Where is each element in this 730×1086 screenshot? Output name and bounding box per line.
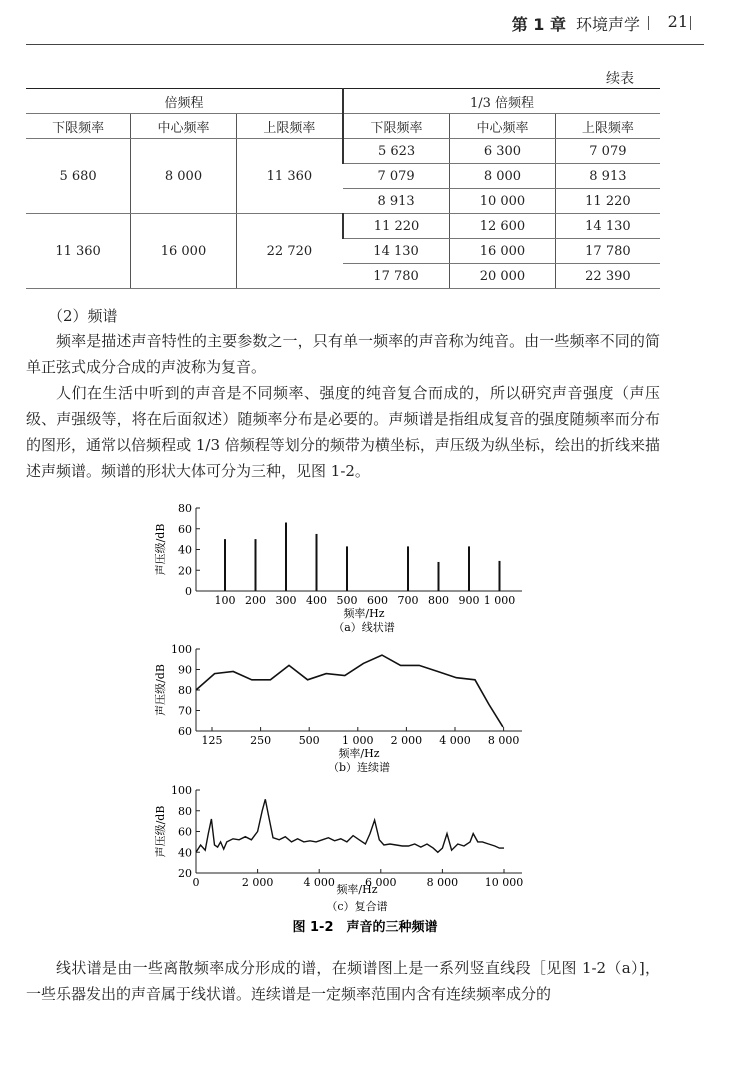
table-continued-label: 续表: [606, 71, 634, 87]
x-axis-label: 频率/Hz: [336, 883, 378, 896]
y-tick-label: 40: [178, 543, 192, 557]
table-cell: 11 220: [555, 189, 660, 214]
x-tick-label: 400: [306, 594, 327, 607]
column-header: 上限频率: [236, 114, 343, 139]
paragraph: 线状谱是由一些离散频率成分形成的谱，在频谱图上是一系列竖直线段［见图 1-2（a）]，一些乐器发出的声音属于线状谱。连续谱是一定频率范围内含有连续频率成分的: [26, 959, 660, 1003]
table-cell: 11 220: [343, 214, 450, 239]
table-cell: 22 390: [555, 264, 660, 289]
spectrum-curve: [196, 655, 503, 727]
x-tick-label: 125: [201, 734, 223, 747]
chart-subcaption: （b）连续谱: [327, 761, 391, 774]
y-tick-label: 80: [178, 684, 192, 697]
y-tick-label: 90: [178, 663, 192, 677]
y-tick-label: 80: [178, 502, 192, 515]
table-cell: 8 913: [343, 189, 450, 214]
group-header-octave: 倍频程: [26, 89, 343, 114]
x-tick-label: 800: [428, 594, 449, 607]
x-tick-label: 250: [250, 734, 272, 747]
page-number: 21: [667, 12, 688, 31]
table-cell: 6 300: [450, 139, 556, 164]
chapter-title: 环境声学: [575, 15, 640, 34]
y-tick-label: 80: [178, 804, 192, 818]
paragraph: 人们在生活中听到的声音是不同频率、强度的纯音复合而成的，所以研究声音强度（声压级、声强级等，将在后面叙述）随频率分布是必要的。声频谱是指组成复音的强度随频率而分布的图形，通常以倍频程或 1/3 倍频程等划分的频带为横坐标，声压级为纵坐标，绘出的折线来描述声频谱。频谱的形状大体可分为三种，见图 1-2。: [26, 384, 660, 480]
x-tick-label: 1 000: [342, 734, 374, 747]
column-header: 下限频率: [26, 114, 131, 139]
x-tick-label: 200: [245, 594, 266, 607]
table-cell: 8 000: [450, 164, 556, 189]
y-tick-label: 60: [178, 725, 192, 738]
y-axis-label: 声压级/dB: [154, 523, 167, 576]
x-axis-label: 频率/Hz: [343, 607, 385, 620]
x-tick-label: 1 000: [483, 594, 516, 607]
table-cell: 7 079: [343, 164, 450, 189]
table-cell: 11 360: [236, 139, 343, 214]
column-header: 上限频率: [555, 114, 660, 139]
group-header-third-octave: 1/3 倍频程: [343, 89, 660, 114]
figure-caption: 图 1-2 声音的三种频谱: [292, 920, 438, 935]
x-tick-label: 4 000: [303, 876, 335, 889]
y-tick-label: 100: [171, 784, 192, 797]
y-tick-label: 20: [178, 564, 192, 578]
chart-subcaption: （c）复合谱: [326, 900, 388, 913]
table-cell: 5 680: [26, 139, 131, 214]
x-tick-label: 500: [336, 594, 358, 607]
table-cell: 12 600: [450, 214, 556, 239]
chart-composite-spectrum: [153, 784, 523, 913]
y-tick-label: 60: [178, 522, 192, 536]
x-tick-label: 10 000: [484, 876, 524, 889]
y-tick-label: 70: [178, 704, 192, 718]
chart-continuous-spectrum: [153, 643, 522, 774]
x-tick-label: 8 000: [487, 734, 520, 747]
chapter-number: 第 1 章: [511, 15, 566, 34]
y-tick-label: 20: [178, 867, 192, 880]
x-tick-label: 500: [298, 734, 320, 747]
table-cell: 17 780: [343, 264, 450, 289]
column-header: 中心频率: [131, 114, 237, 139]
column-header: 中心频率: [450, 114, 556, 139]
x-tick-label: 700: [397, 594, 419, 607]
x-tick-label: 300: [275, 594, 297, 607]
table-cell: 22 720: [236, 214, 343, 289]
x-tick-label: 2 000: [390, 734, 423, 747]
table-cell: 8 913: [555, 164, 660, 189]
column-header: 下限频率: [343, 114, 450, 139]
table-cell: 16 000: [131, 214, 237, 289]
paragraph: 频率是描述声音特性的主要参数之一，只有单一频率的声音称为纯音。由一些频率不同的简单正弦式成分合成的声波称为复音。: [26, 332, 660, 376]
y-tick-label: 40: [178, 846, 192, 860]
final-paragraph-block: [26, 955, 660, 1007]
table-cell: 11 360: [26, 214, 131, 289]
table-cell: 16 000: [450, 239, 556, 264]
table-cell: 8 000: [131, 139, 237, 214]
y-tick-label: 0: [185, 585, 192, 598]
y-tick-label: 60: [178, 825, 192, 839]
x-tick-label: 2 000: [241, 876, 274, 889]
x-tick-label: 6 000: [365, 876, 397, 889]
y-tick-label: 100: [171, 643, 192, 656]
table-cell: 20 000: [450, 264, 556, 289]
x-tick-label: 8 000: [426, 876, 459, 889]
x-axis-label: 频率/Hz: [338, 747, 380, 760]
chart-subcaption: （a）线状谱: [333, 621, 395, 634]
table-cell: 14 130: [343, 239, 450, 264]
table-cell: 7 079: [555, 139, 660, 164]
x-tick-label: 100: [214, 594, 236, 607]
table-cell: 17 780: [555, 239, 660, 264]
chart-line-spectrum: [153, 502, 522, 634]
spectrum-curve: [196, 799, 504, 852]
table-cell: 14 130: [555, 214, 660, 239]
x-tick-label: 600: [367, 594, 388, 607]
x-tick-label: 900: [458, 594, 480, 607]
x-tick-label: 4 000: [439, 734, 471, 747]
section-title: （2）频谱: [48, 307, 118, 325]
x-tick-label: 0: [192, 876, 200, 889]
y-axis-label: 声压级/dB: [154, 664, 167, 716]
y-axis-label: 声压级/dB: [154, 805, 167, 858]
table-cell: 10 000: [450, 189, 556, 214]
table-cell: 5 623: [343, 139, 450, 164]
